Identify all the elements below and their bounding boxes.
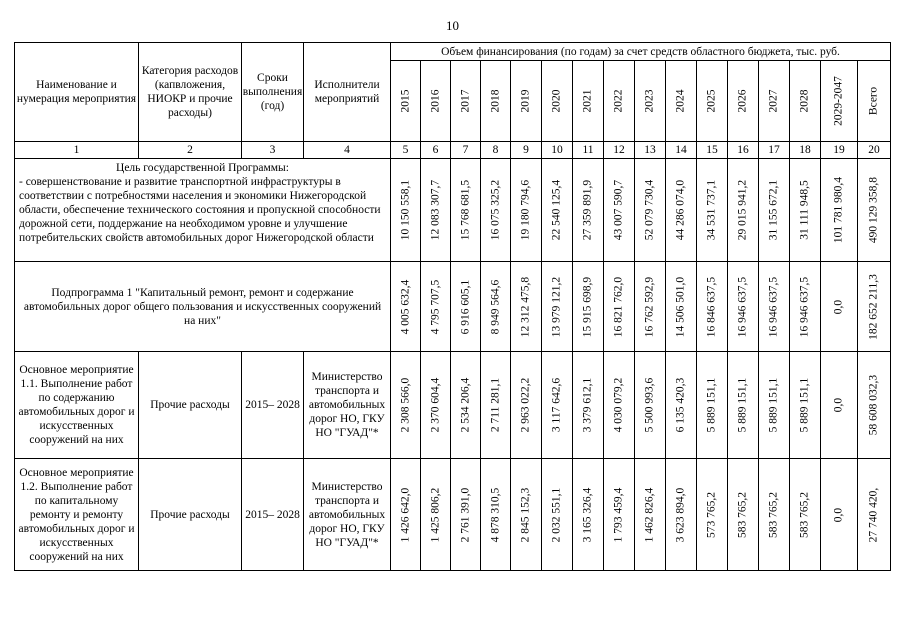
measure1-value — [666, 352, 697, 459]
measure2-value-text: 1 793 459,4 — [612, 487, 625, 542]
header-year-text: 2017 — [459, 89, 471, 113]
subprogram-value-text: 16 821 762,0 — [612, 276, 625, 337]
measure2-category: Прочие расходы — [139, 459, 242, 571]
measure2-terms: 2015– 2028 — [242, 459, 304, 571]
column-number: 2 — [139, 142, 242, 159]
goal-value — [451, 159, 481, 262]
header-year — [542, 61, 573, 142]
subprogram-value-text: 16 762 592,9 — [643, 276, 656, 337]
header-year — [635, 61, 666, 142]
subprogram-value-text: 0,0 — [832, 299, 845, 314]
measure1-value-text: 2 711 281,1 — [489, 377, 501, 433]
subprogram-value-text: 16 946 637,5 — [767, 276, 780, 337]
measure1-value-text: 6 135 420,3 — [674, 377, 687, 433]
goal-value-text: 44 286 074,0 — [674, 179, 687, 241]
column-number: 3 — [242, 142, 304, 159]
header-year-text: 2026 — [736, 89, 749, 113]
goal-value — [481, 159, 511, 262]
subprogram-value-text: 4 005 632,4 — [399, 279, 411, 334]
measure1-value-text: 4 030 079,2 — [612, 377, 625, 433]
measure1-value-text: 5 889 151,1 — [705, 377, 718, 433]
measure1-value — [391, 352, 421, 459]
measure1-category: Прочие расходы — [139, 352, 242, 459]
goal-value — [635, 159, 666, 262]
header-year-text: 2021 — [581, 89, 594, 113]
measure1-value-text: 2 534 206,4 — [459, 377, 471, 433]
measure1-name: Основное мероприятие 1.1. Выполнение работ по содержанию автомобильных дорог и искусственных сооружений на них — [15, 352, 139, 459]
measure1-value-text: 5 500 993,6 — [643, 377, 656, 433]
page-number: 10 — [446, 18, 459, 33]
measure2-executors: Министерство транспорта и автомобильных дорог НО, ГКУ НО "ГУАД"* — [304, 459, 391, 571]
measure2-value-text: 1 462 826,4 — [643, 487, 656, 542]
subprogram-value — [451, 262, 481, 352]
measure1-value — [542, 352, 573, 459]
header-year — [790, 61, 821, 142]
measure1-value — [604, 352, 635, 459]
column-number: 14 — [666, 142, 697, 159]
column-number: 1 — [15, 142, 139, 159]
header-year — [421, 61, 451, 142]
header-name: Наименование и нумерация мероприятия — [15, 43, 139, 142]
header-year — [666, 61, 697, 142]
goal-value — [666, 159, 697, 262]
column-number: 10 — [542, 142, 573, 159]
subprogram-value-text: 16 846 637,5 — [705, 276, 718, 337]
goal-value — [542, 159, 573, 262]
goal-value — [858, 159, 891, 262]
column-number: 9 — [511, 142, 542, 159]
subprogram-value — [573, 262, 604, 352]
column-number: 5 — [391, 142, 421, 159]
header-year — [821, 61, 858, 142]
subprogram-value — [604, 262, 635, 352]
column-number: 4 — [304, 142, 391, 159]
goal-value — [697, 159, 728, 262]
header-year-text: 2022 — [612, 89, 625, 113]
goal-value-text: 490 129 358,8 — [867, 176, 880, 244]
subprogram-value — [790, 262, 821, 352]
subprogram-value-text: 12 312 475,8 — [519, 276, 532, 337]
goal-value-text: 29 015 941,2 — [736, 179, 749, 241]
measure1-value — [511, 352, 542, 459]
header-year — [858, 61, 891, 142]
measure2-value-text: 573 765,2 — [705, 491, 718, 538]
header-year-text: Всего — [867, 86, 880, 116]
measure1-value — [858, 352, 891, 459]
measure2-value — [511, 459, 542, 571]
header-executors: Исполнители мероприятий — [304, 43, 391, 142]
measure1-value-text: 3 117 642,6 — [550, 377, 563, 433]
header-year-text: 2016 — [429, 89, 441, 113]
measure2-value — [666, 459, 697, 571]
goal-text: - совершенствование и развитие транспортной инфраструктуры в соответствии с потребностями населения и экономики Нижегородской области, обеспечение технического состояния и пропускной способности дорожной сети, поддержание на необходимом уровне и улучшение потребительских свойств автомобильных дорог Нижегородской области — [19, 176, 381, 244]
goal-value-text: 52 079 730,4 — [643, 179, 656, 241]
measure2-value — [391, 459, 421, 571]
measure2-value-text: 3 623 894,0 — [674, 487, 687, 542]
measure2-value-text: 1 426 642,0 — [399, 487, 411, 542]
measure2-value — [821, 459, 858, 571]
header-year — [451, 61, 481, 142]
measure2-value-text: 583 765,2 — [767, 491, 780, 538]
measure2-value — [573, 459, 604, 571]
measure2-value — [481, 459, 511, 571]
column-number: 13 — [635, 142, 666, 159]
measure2-value — [790, 459, 821, 571]
subprogram-value-text: 182 652 211,3 — [867, 273, 880, 340]
goal-value-text: 27 359 891,9 — [581, 179, 594, 241]
measure2-value — [421, 459, 451, 571]
measure2-value-text: 4 878 310,5 — [489, 487, 501, 542]
measure2-value — [759, 459, 790, 571]
header-year-text: 2019 — [519, 89, 532, 113]
header-category: Категория расходов (капвложения, НИОКР и прочие расходы) — [139, 43, 242, 142]
measure2-value — [728, 459, 759, 571]
measure1-value — [481, 352, 511, 459]
header-year — [481, 61, 511, 142]
measure2-value — [858, 459, 891, 571]
header-year-text: 2028 — [798, 89, 811, 113]
measure2-value-text: 2 845 152,3 — [519, 487, 532, 542]
header-year-text: 2024 — [674, 89, 687, 113]
subprogram-value-text: 15 915 698,9 — [581, 276, 594, 337]
subprogram-value — [821, 262, 858, 352]
subprogram-value — [635, 262, 666, 352]
goal-value — [821, 159, 858, 262]
subprogram-value-text: 16 946 637,5 — [798, 276, 811, 337]
measure1-value — [421, 352, 451, 459]
header-year-text: 2015 — [399, 89, 411, 113]
measure2-value-text: 583 765,2 — [736, 491, 749, 538]
header-year — [511, 61, 542, 142]
goal-value-text: 43 007 590,7 — [612, 179, 625, 241]
subprogram-cell — [15, 262, 391, 352]
measure2-value — [542, 459, 573, 571]
measure1-value — [790, 352, 821, 459]
measure1-value — [759, 352, 790, 459]
goal-value — [790, 159, 821, 262]
measure1-value-text: 0,0 — [832, 397, 845, 413]
goal-value-text: 34 531 737,1 — [705, 179, 718, 241]
goal-value-text: 15 768 681,5 — [459, 179, 471, 241]
measure2-value — [451, 459, 481, 571]
goal-value-text: 19 180 794,6 — [519, 179, 532, 241]
subprogram-value — [481, 262, 511, 352]
funding-table — [14, 42, 891, 571]
header-year — [604, 61, 635, 142]
measure1-value-text: 5 889 151,1 — [736, 377, 749, 433]
goal-value — [391, 159, 421, 262]
measure2-value-text: 27 740 420, — [867, 487, 880, 542]
column-number: 20 — [858, 142, 891, 159]
column-number: 7 — [451, 142, 481, 159]
goal-value-text: 31 111 948,5 — [798, 180, 811, 240]
measure1-terms: 2015– 2028 — [242, 352, 304, 459]
goal-value-text: 31 155 672,1 — [767, 179, 780, 241]
subprogram-value — [697, 262, 728, 352]
goal-value — [759, 159, 790, 262]
column-number: 16 — [728, 142, 759, 159]
subprogram-value-text: 6 916 605,1 — [459, 279, 471, 334]
header-terms: Сроки выполнения (год) — [242, 43, 304, 142]
goal-value-text: 10 150 558,1 — [399, 179, 411, 241]
column-number: 12 — [604, 142, 635, 159]
subprogram-value — [858, 262, 891, 352]
column-number: 8 — [481, 142, 511, 159]
measure1-value — [573, 352, 604, 459]
measure1-value-text: 2 963 022,2 — [519, 377, 532, 433]
subprogram-value-text: 14 506 501,0 — [674, 276, 687, 337]
header-year — [759, 61, 790, 142]
column-number: 18 — [790, 142, 821, 159]
goal-value-text: 16 075 325,2 — [489, 179, 501, 241]
column-number: 11 — [573, 142, 604, 159]
subprogram-value — [511, 262, 542, 352]
measure1-value — [635, 352, 666, 459]
measure1-value-text: 58 608 032,3 — [867, 374, 880, 436]
measure1-value-text: 3 379 612,1 — [581, 377, 594, 433]
header-year-text: 2029-2047 — [832, 76, 845, 126]
measure2-value-text: 583 765,2 — [798, 491, 811, 538]
column-number: 15 — [697, 142, 728, 159]
column-number: 6 — [421, 142, 451, 159]
measure1-value — [728, 352, 759, 459]
goal-title: Цель государственной Программы: — [116, 162, 289, 174]
goal-value-text: 22 540 125,4 — [550, 179, 563, 241]
measure1-value-text: 5 889 151,1 — [767, 377, 780, 433]
goal-value — [728, 159, 759, 262]
goal-value — [573, 159, 604, 262]
column-number: 19 — [821, 142, 858, 159]
measure1-value-text: 2 308 566,0 — [399, 377, 411, 433]
measure2-value — [697, 459, 728, 571]
measure2-value-text: 0,0 — [832, 507, 845, 522]
measure1-value — [821, 352, 858, 459]
measure1-value-text: 2 370 604,4 — [429, 377, 441, 433]
subprogram-value — [666, 262, 697, 352]
subprogram-value — [391, 262, 421, 352]
measure2-value-text: 1 425 806,2 — [429, 487, 441, 542]
measure1-value-text: 5 889 151,1 — [798, 377, 811, 433]
header-year-text: 2023 — [643, 89, 656, 113]
measure2-value-text: 3 165 326,4 — [581, 487, 594, 542]
subprogram-value-text: 13 979 121,2 — [550, 276, 563, 337]
measure2-value — [604, 459, 635, 571]
header-year — [573, 61, 604, 142]
goal-cell — [15, 159, 391, 262]
subprogram-value — [728, 262, 759, 352]
goal-value — [511, 159, 542, 262]
header-year — [728, 61, 759, 142]
measure2-name: Основное мероприятие 1.2. Выполнение работ по капитальному ремонту и ремонту автомобильных дорог и искусственных сооружений на них — [15, 459, 139, 571]
measure2-value-text: 2 761 391,0 — [459, 487, 471, 542]
header-year-text: 2025 — [705, 89, 718, 113]
measure1-value — [697, 352, 728, 459]
subprogram-value — [421, 262, 451, 352]
header-year — [697, 61, 728, 142]
subprogram-value — [759, 262, 790, 352]
goal-value-text: 101 781 980,4 — [832, 176, 845, 244]
header-funding: Объем финансирования (по годам) за счет средств областного бюджета, тыс. руб. — [391, 43, 891, 61]
goal-value — [421, 159, 451, 262]
measure1-executors: Министерство транспорта и автомобильных дорог НО, ГКУ НО "ГУАД"* — [304, 352, 391, 459]
column-number: 17 — [759, 142, 790, 159]
subprogram-value-text: 16 946 637,5 — [736, 276, 749, 337]
header-year-text: 2018 — [489, 89, 501, 113]
goal-value — [604, 159, 635, 262]
measure2-value — [635, 459, 666, 571]
measure1-value — [451, 352, 481, 459]
measure2-value-text: 2 032 551,1 — [550, 487, 563, 542]
header-year-text: 2027 — [767, 89, 780, 113]
header-year-text: 2020 — [550, 89, 563, 113]
subprogram-text: Подпрограмма 1 "Капитальный ремонт, ремонт и содержание автомобильных дорог общего пользования и искусственных сооружений на них" — [23, 286, 382, 327]
goal-value-text: 12 083 307,7 — [429, 179, 441, 241]
subprogram-value-text: 8 949 564,6 — [489, 279, 501, 334]
subprogram-value — [542, 262, 573, 352]
header-year — [391, 61, 421, 142]
subprogram-value-text: 4 795 707,5 — [429, 279, 441, 334]
